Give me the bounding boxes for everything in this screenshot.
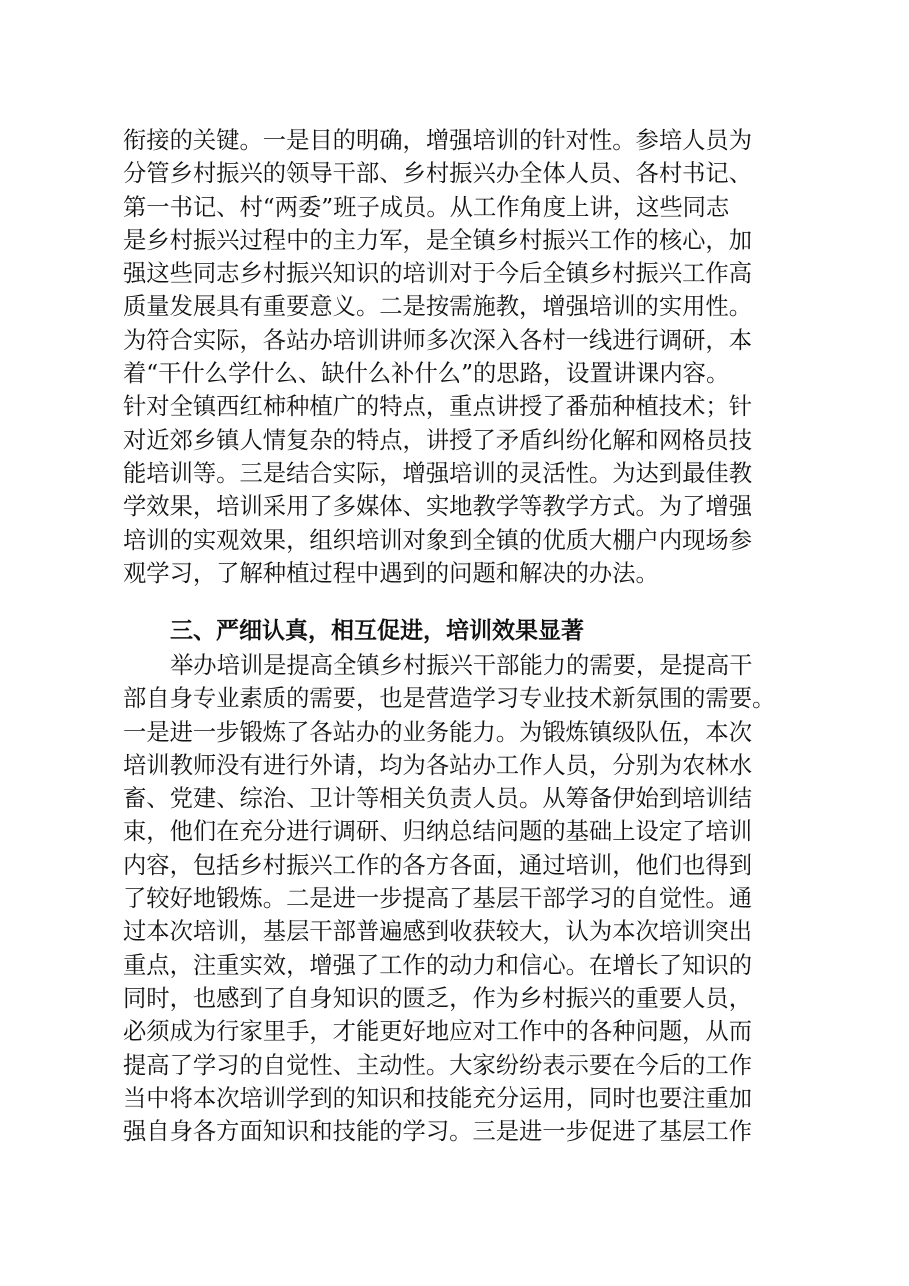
text-line: 举办培训是提高全镇乡村振兴干部能力的需要，是提高干 — [170, 652, 753, 679]
text-line: 学效果，培训采用了多媒体、实地教学等教学方式。为了增强 — [123, 493, 753, 521]
text-line: 第一书记、村“两委”班子成员。从工作角度上讲，这些同志 — [123, 193, 730, 221]
text-line: 过本次培训，基层干部普遍感到收获较大，认为本次培训突出 — [123, 918, 753, 946]
text-line: 束，他们在充分进行调研、归纳总结问题的基础上设定了培训 — [123, 818, 753, 846]
text-line: 观学习，了解种植过程中遇到的问题和解决的办法。 — [123, 559, 659, 587]
text-line: 必须成为行家里手，才能更好地应对工作中的各种问题，从而 — [123, 1018, 753, 1046]
text-line: 为符合实际，各站办培训讲师多次深入各村一线进行调研，本 — [123, 326, 753, 354]
text-line: 一是进一步锻炼了各站办的业务能力。为锻炼镇级队伍，本次 — [123, 718, 753, 746]
section-heading: 三、严细认真，相互促进，培训效果显著 — [170, 618, 584, 644]
text-line: 能培训等。三是结合实际，增强培训的灵活性。为达到最佳教 — [123, 459, 753, 487]
text-line: 对近郊乡镇人情复杂的特点，讲授了矛盾纠纷化解和网格员技 — [123, 426, 753, 454]
text-line: 衔接的关键。一是目的明确，增强培训的针对性。参培人员为 — [123, 127, 753, 154]
text-line: 畜、党建、综治、卫计等相关负责人员。从筹备伊始到培训结 — [123, 785, 753, 813]
text-line: 部自身专业素质的需要，也是营造学习专业技术新氛围的需要。 — [123, 685, 776, 713]
text-line: 培训的实观效果，组织培训对象到全镇的优质大棚户内现场参 — [123, 526, 753, 554]
paragraph-training-results — [123, 649, 813, 1148]
paragraph-training-approach — [123, 124, 813, 590]
text-line: 了较好地锻炼。二是进一步提高了基层干部学习的自觉性。通 — [123, 885, 753, 913]
section-heading-block — [123, 615, 813, 648]
text-line: 是乡村振兴过程中的主力军，是全镇乡村振兴工作的核心，加 — [123, 226, 753, 254]
text-line: 重点，注重实效，增强了工作的动力和信心。在增长了知识的 — [123, 951, 753, 979]
text-line: 培训教师没有进行外请，均为各站办工作人员，分别为农林水 — [123, 751, 753, 779]
text-line: 内容，包括乡村振兴工作的各方各面，通过培训，他们也得到 — [123, 851, 753, 879]
text-line: 强这些同志乡村振兴知识的培训对于今后全镇乡村振兴工作高 — [123, 260, 753, 288]
text-line: 针对全镇西红柿种植广的特点，重点讲授了番茄种植技术；针 — [123, 393, 753, 421]
text-line: 当中将本次培训学到的知识和技能充分运用，同时也要注重加 — [123, 1084, 753, 1112]
text-line: 同时，也感到了自身知识的匮乏，作为乡村振兴的重要人员， — [123, 984, 753, 1012]
text-line: 分管乡村振兴的领导干部、乡村振兴办全体人员、各村书记、 — [123, 160, 753, 188]
text-line: 强自身各方面知识和技能的学习。三是进一步促进了基层工作 — [123, 1118, 753, 1146]
text-line: 着“干什么学什么、缺什么补什么”的思路，设置讲课内容。 — [123, 360, 730, 388]
text-line: 质量发展具有重要意义。二是按需施教，增强培训的实用性。 — [123, 293, 753, 321]
text-line: 提高了学习的自觉性、主动性。大家纷纷表示要在今后的工作 — [123, 1051, 753, 1079]
